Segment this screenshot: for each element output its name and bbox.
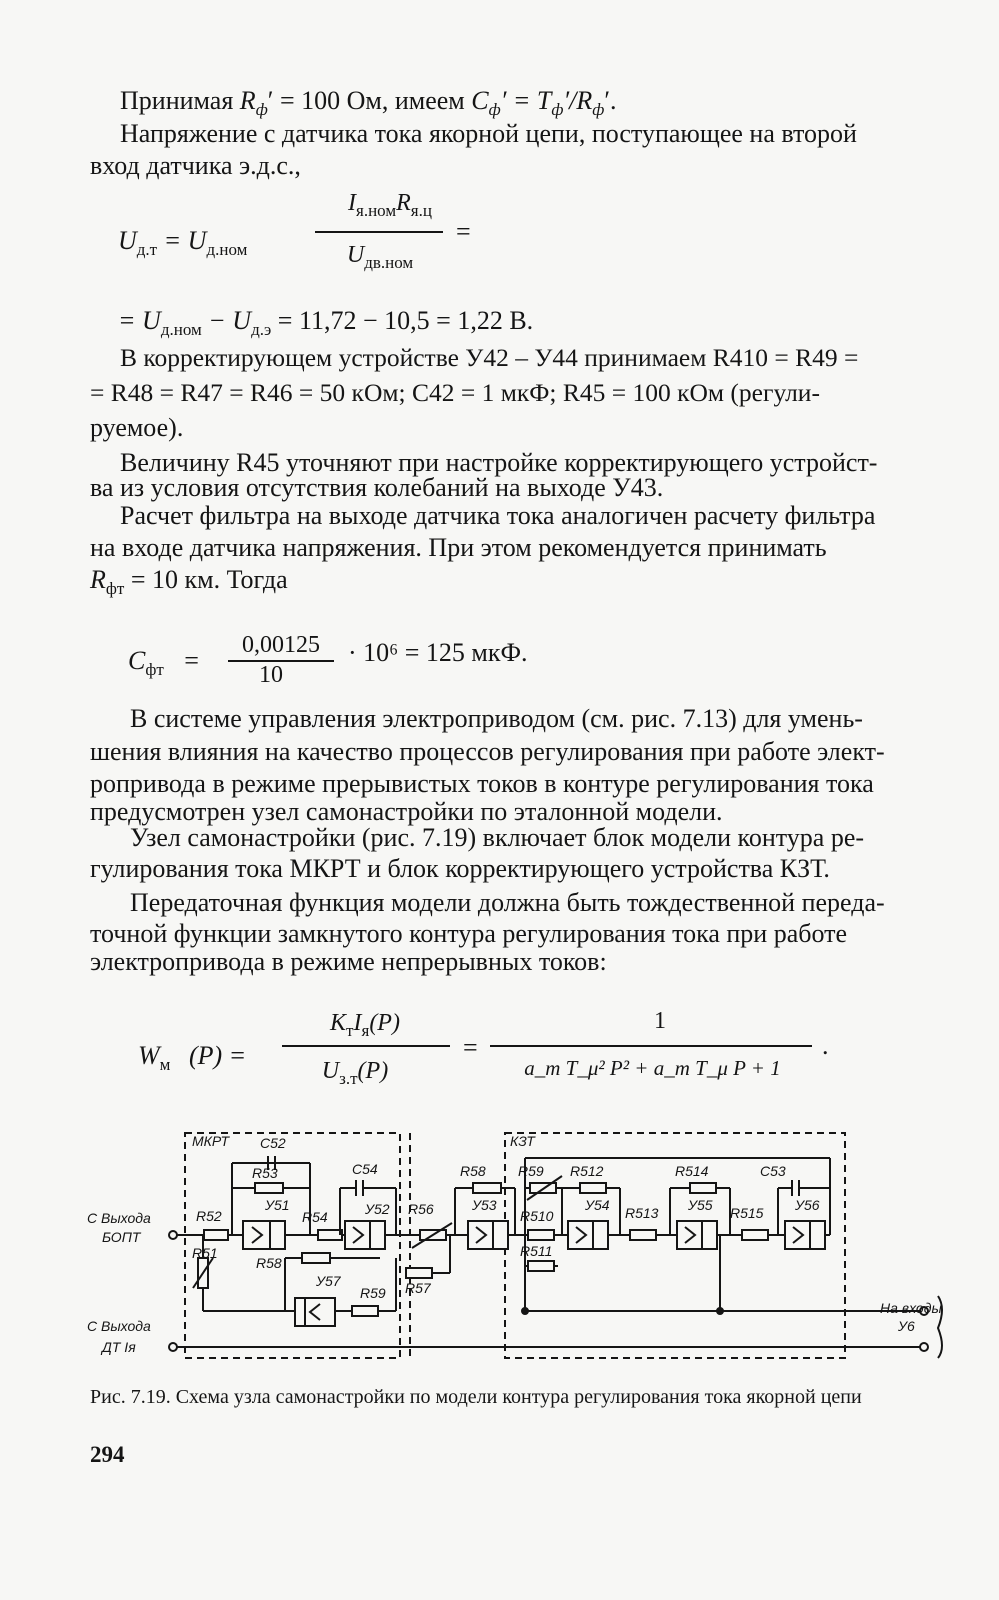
- resistor-r515: [742, 1230, 768, 1240]
- eq1-numerator: $I_{я.ном}R_{я.ц}$: [348, 190, 432, 220]
- paragraph-5-line-c: ропривода в режиме прерывистых токов в контуре регулирования тока: [90, 769, 874, 798]
- paragraph-7-line-b: точной функции замкнутого контура регулирования тока при работе: [90, 919, 848, 948]
- svg-text:R59: R59: [518, 1163, 544, 1179]
- input-node-bopt: [169, 1231, 177, 1239]
- resistor-r512: [580, 1183, 606, 1193]
- paragraph-4-line-b: на входе датчика напряжения. При этом рекомендуется принимать: [90, 533, 827, 562]
- svg-text:C54: C54: [352, 1161, 378, 1177]
- svg-text:R510: R510: [520, 1208, 554, 1224]
- resistor-r513: [630, 1230, 656, 1240]
- page-number: 294: [90, 1442, 125, 1467]
- paragraph-2-line-a: В корректирующем устройстве У42 – У44 принимаем R410 = R49 =: [120, 343, 859, 372]
- text-line-1: Принимая $R_ф' = 100$ Ом, имеем $C_ф' = T_ф'/R_ф'$.: [120, 86, 617, 120]
- eq1-fraction-bar: [315, 231, 443, 233]
- svg-text:МКРТ: МКРТ: [192, 1133, 230, 1149]
- paragraph-2-line-b: = R48 = R47 = R46 = 50 кОм; C42 = 1 мкФ; R45 = 100 кОм (регули-: [90, 378, 820, 407]
- amplifier-u53: [468, 1221, 508, 1249]
- svg-text:У56: У56: [795, 1197, 820, 1213]
- resistor-r57: [406, 1268, 432, 1278]
- figure-schematic: [80, 1118, 960, 1368]
- svg-text:R56: R56: [408, 1201, 434, 1217]
- paragraph-5-line-b: шения влияния на качество процессов регулирования при работе элект-: [90, 737, 885, 766]
- amplifier-u52: [345, 1221, 385, 1249]
- paragraph-5-line-d: предусмотрен узел самонастройки по эталонной модели.: [90, 797, 723, 826]
- svg-text:У54: У54: [585, 1197, 610, 1213]
- figure-caption: Рис. 7.19. Схема узла самонастройки по модели контура регулирования тока якорной цепи: [90, 1386, 862, 1408]
- amplifier-u51: [243, 1221, 285, 1249]
- input-node-dt: [169, 1343, 177, 1351]
- svg-text:R513: R513: [625, 1205, 659, 1221]
- paragraph-2-line-c: руемое).: [90, 413, 184, 442]
- resistor-r53: [255, 1183, 283, 1193]
- eq4-fraction-bar-2: [490, 1045, 812, 1047]
- amplifier-u57: [295, 1298, 335, 1326]
- amplifier-u55: [677, 1221, 717, 1249]
- paragraph-6-line-a: Узел самонастройки (рис. 7.19) включает блок модели контура ре-: [130, 823, 865, 852]
- svg-text:R59: R59: [360, 1285, 386, 1301]
- paragraph-3-line-a: Величину R45 уточняют при настройке корректирующего устройст-: [120, 448, 878, 477]
- svg-text:У51: У51: [265, 1197, 290, 1213]
- amplifier-u54: [568, 1221, 608, 1249]
- resistor-r510: [528, 1230, 554, 1240]
- resistor-r59-mkrt: [352, 1306, 378, 1316]
- svg-text:КЗТ: КЗТ: [510, 1133, 535, 1149]
- amplifier-u56: [785, 1221, 825, 1249]
- paragraph-4-line-a: Расчет фильтра на выходе датчика тока аналогичен расчету фильтра: [120, 501, 876, 530]
- svg-text:R511: R511: [520, 1243, 553, 1259]
- svg-text:R51: R51: [192, 1245, 218, 1261]
- paragraph-6-line-b: гулирования тока МКРТ и блок корректирующего устройства КЗТ.: [90, 854, 830, 883]
- svg-text:R512: R512: [570, 1163, 604, 1179]
- resistor-r514: [690, 1183, 716, 1193]
- paragraph-4-line-c: $R_{фт} = 10$ км. Тогда: [90, 565, 288, 599]
- svg-text:C52: C52: [260, 1135, 286, 1151]
- paragraph-7-line-a: Передаточная функция модели должна быть тождественной переда-: [130, 888, 885, 917]
- svg-text:C53: C53: [760, 1163, 786, 1179]
- resistor-r52: [204, 1230, 228, 1240]
- eq4-fraction-bar-1: [282, 1045, 450, 1047]
- equation-2: = $U_{д.ном} - U_{д.э} = 11,72 - 10,5 = 1,22$ В.: [118, 306, 534, 340]
- paragraph-7-line-c: электропривода в режиме непрерывных токов:: [90, 947, 607, 976]
- svg-text:R514: R514: [675, 1163, 709, 1179]
- svg-text:R58: R58: [256, 1255, 282, 1271]
- svg-text:На входы: На входы: [880, 1300, 942, 1316]
- paragraph-3-line-b: ва из условия отсутствия колебаний на выходе У43.: [90, 473, 664, 502]
- resistor-r511: [528, 1261, 554, 1271]
- svg-text:ДТ Iя: ДТ Iя: [102, 1339, 136, 1355]
- paragraph-1-line-b: вход датчика э.д.с.,: [90, 151, 301, 180]
- svg-text:БОПТ: БОПТ: [102, 1229, 141, 1245]
- svg-text:R54: R54: [302, 1209, 328, 1225]
- svg-text:У55: У55: [688, 1197, 713, 1213]
- paragraph-5-line-a: В системе управления электроприводом (см. рис. 7.13) для умень-: [130, 704, 863, 733]
- resistor-r58-kzt: [473, 1183, 501, 1193]
- svg-text:У57: У57: [316, 1273, 341, 1289]
- svg-text:R58: R58: [460, 1163, 486, 1179]
- svg-text:R52: R52: [196, 1208, 222, 1224]
- paragraph-1-line-a: Напряжение с датчика тока якорной цепи, поступающее на второй: [120, 119, 857, 148]
- svg-text:С Выхода: С Выхода: [87, 1210, 151, 1226]
- output-node-2: [920, 1343, 928, 1351]
- svg-text:R57: R57: [405, 1280, 431, 1296]
- svg-text:R515: R515: [730, 1205, 764, 1221]
- resistor-r58-mkrt: [302, 1253, 330, 1263]
- svg-text:У6: У6: [898, 1318, 915, 1334]
- svg-text:R53: R53: [252, 1165, 278, 1181]
- book-page: Принимая $R_ф' = 100$ Ом, имеем $C_ф' = T_ф'/R_ф'$. Напряжение с датчика тока якорной цепи, поступающее на второй вход датчика э.д.с., $U_{д.т} = U_{д.ном}$ $I_{я.ном}R_{я.ц}$ $U_{дв.ном}$ = = $U_{д.ном} - U_{д.э} = 11,72 - 10,5 = 1,22$ В. В корректирующем устройстве У42 – У44 принимаем R410 = R49 = = R48 = R47 = R46 = 50 кОм; C42 = 1 мкФ; R45 = 100 кОм (регули- руемое). Величину R45 уточняют при настройке корректирующего устройст- ва из условия отсутствия колебаний на выходе У43. Расчет фильтра на выходе датчика тока аналогичен расчету фильтра на входе датчика напряжения. При этом рекомендуется принимать $R_{фт} = 10$ км. Тогда $C_{фт}$ = 0,00125 10 · 10⁶ = 125 мкФ. В системе управления электроприводом (см. рис. 7.13) для умень- шения влияния на качество процессов регулирования при работе элект- ропривода в режиме прерывистых токов в контуре регулирования тока предусмотрен узел самонастройки по эталонной модели. Узел самонастройки (рис. 7.19) включает блок модели контура ре- гулирования тока МКРТ и блок корректирующего устройства КЗТ. Передаточная функция модели должна быть тождественной переда- точной функции замкнутого контура регулирования тока при работе электропривода в режиме непрерывных токов: $W_м$ (P) = $K_тI_я(P)$ $U_{з.т}(P)$ = 1 a_т T_μ² P² + a_т T_μ P + 1 . МКРТ КЗТ С Выхода БОПТ С Выхода ДТ Iя На входы У6 C52 R53 У51 C54 R52 R54 У52 R51 R58 У57 R59 R56 R57 R58 У53 R59 R512 R514 C53 R510 У54 R513 У55 R515 У56 R511 Рис. 7.19. Схема узла самонастройки по модели контура регулирования тока якорной цепи 294: [0, 0, 999, 1600]
- svg-text:С Выхода: С Выхода: [87, 1318, 151, 1334]
- resistor-r54: [318, 1230, 342, 1240]
- eq1-denominator: $U_{дв.ном}$: [346, 242, 414, 272]
- svg-text:У53: У53: [472, 1197, 497, 1213]
- svg-text:У52: У52: [365, 1201, 390, 1217]
